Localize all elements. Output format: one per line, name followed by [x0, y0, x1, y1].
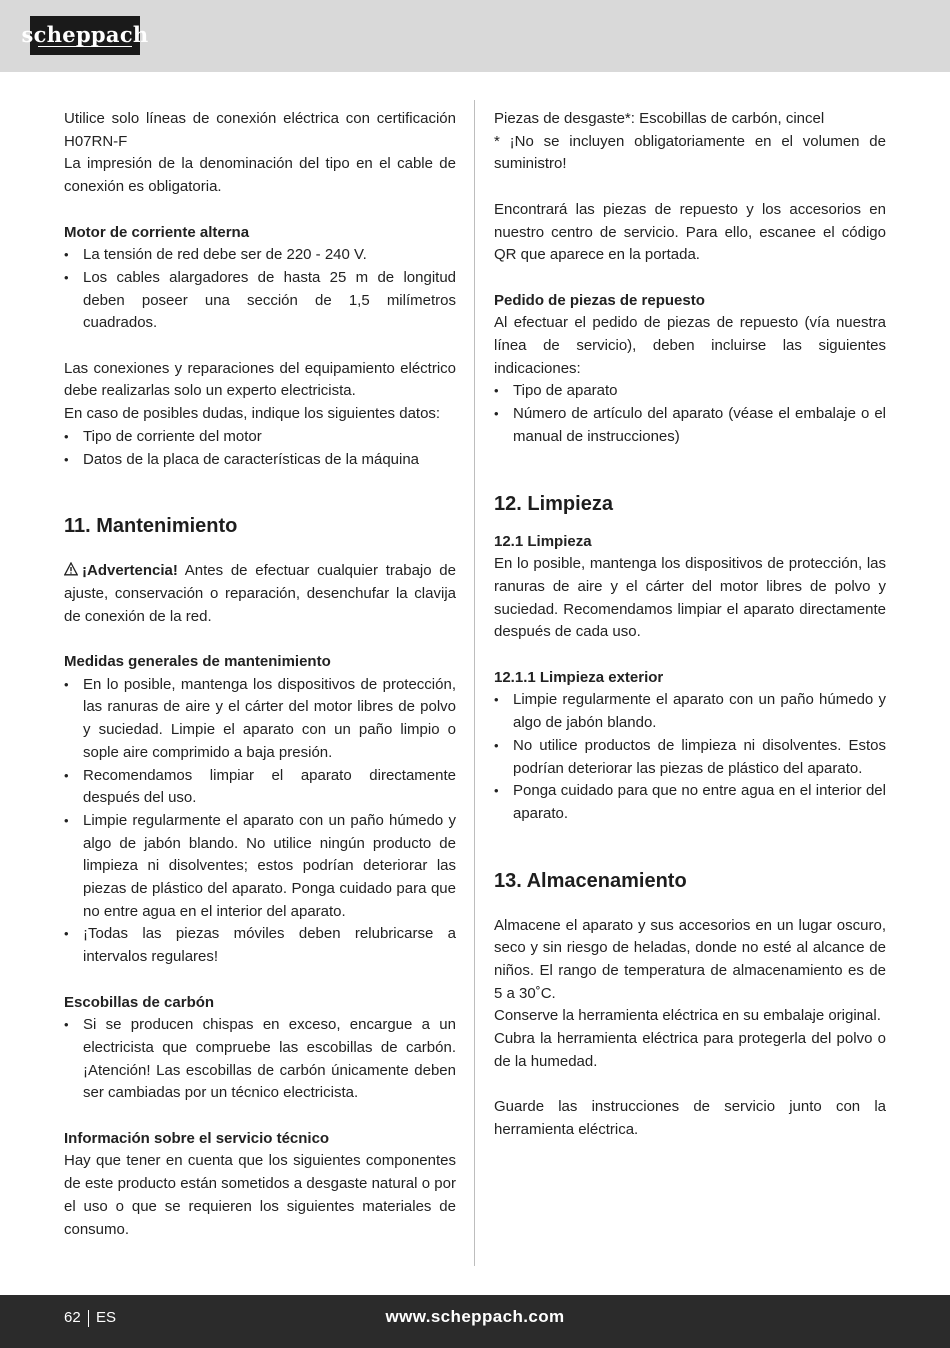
website-link[interactable]: www.scheppach.com [385, 1307, 565, 1326]
language-code: ES [96, 1309, 117, 1326]
list-item: • Tipo de corriente del motor [64, 426, 456, 449]
subsection-12-1-1-heading: 12.1.1 Limpieza exterior [494, 668, 664, 686]
page-number: 62 [64, 1309, 81, 1326]
left-column [64, 108, 456, 1241]
measures-list [64, 674, 456, 969]
data-list [64, 426, 456, 471]
order-heading: Pedido de piezas de repuesto [494, 291, 705, 309]
wear-note-text: * ¡No se incluyen obligatoriamente en el volumen de suministro! [494, 132, 886, 173]
storage-text-3: Cubra la herramienta eléctrica para protegerla del polvo o de la humedad. [494, 1030, 886, 1070]
electrician-text: Las conexiones y reparaciones del equipamiento eléctrico debe realizarlas solo un experto electricista. [64, 359, 456, 400]
list-item: • Limpie regularmente el aparato con un paño húmedo y algo de jabón blando. No utilice ningún producto de limpieza ni disolventes; estos podrían deteriorar las piezas de plástico del aparato. Ponga cuidado para que no entre agua en el interior del aparato. [64, 810, 456, 924]
connection-cable-text: Utilice solo líneas de conexión eléctrica con certificación H07RN-F [64, 110, 456, 150]
list-item: • ¡Todas las piezas móviles deben relubricarse a intervalos regulares! [64, 923, 456, 968]
list-item: • Ponga cuidado para que no entre agua en el interior del aparato. [494, 780, 886, 825]
section-11-title: 11. Mantenimiento [64, 515, 238, 538]
warning-triangle-icon [64, 561, 78, 575]
right-column [494, 108, 886, 1142]
subsection-12-1-text: En lo posible, mantenga los dispositivos de protección, las ranuras de aire y el cárter del motor libres de polvo y suciedad. Recomendamos limpiar el aparato directamente después de cada uso. [494, 555, 886, 641]
warning-paragraph [64, 560, 456, 628]
doubts-text: En caso de posibles dudas, indique los siguientes datos: [64, 405, 441, 423]
list-item: • Tipo de aparato [494, 380, 886, 403]
spares-text: Encontrará las piezas de repuesto y los accesorios en nuestro centro de servicio. Para ello, escanee el código QR que aparece en la portada. [494, 200, 886, 264]
list-item: • La tensión de red debe ser de 220 - 240 V. [64, 244, 456, 267]
list-item: • Datos de la placa de características de la máquina [64, 449, 456, 472]
list-item: • Si se producen chispas en exceso, encargue a un electricista que compruebe las escobillas de carbón. ¡Atención! Las escobillas de carbón únicamente deben ser cambiadas por un técnico electricista. [64, 1014, 456, 1105]
warning-text: Antes de efectuar cualquier trabajo de ajuste, conservación o reparación, desenchufar la clavija de conexión de la red. [64, 562, 456, 625]
list-item: • Limpie regularmente el aparato con un paño húmedo y algo de jabón blando. [494, 689, 886, 734]
service-text: Hay que tener en cuenta que los siguientes componentes de este producto están sometidos a desgaste natural o por el uso o que se requieren los siguientes materiales de consumo. [64, 1152, 456, 1238]
list-item: • En lo posible, mantenga los dispositivos de protección, las ranuras de aire y el cárter del motor libres de polvo y suciedad. Limpie el aparato con un paño limpio o sople aire comprimido a baja presión. [64, 674, 456, 765]
service-heading: Información sobre el servicio técnico [64, 1129, 330, 1147]
warning-label: ¡Advertencia! [82, 562, 178, 580]
storage-text-4: Guarde las instrucciones de servicio junto con la herramienta eléctrica. [494, 1098, 886, 1138]
subsection-12-1-heading: 12.1 Limpieza [494, 532, 592, 550]
column-divider [474, 100, 475, 1266]
order-list [494, 380, 886, 448]
measures-heading: Medidas generales de mantenimiento [64, 653, 331, 671]
section-12-title: 12. Limpieza [494, 492, 613, 515]
list-item: • No utilice productos de limpieza ni disolventes. Estos podrían deteriorar las piezas de plástico del aparato. [494, 735, 886, 780]
type-designation-text: La impresión de la denominación del tipo en el cable de conexión es obligatoria. [64, 155, 456, 196]
logo-text: scheppach [21, 21, 149, 47]
logo-underline [38, 46, 132, 47]
brand-logo [21, 16, 149, 55]
storage-text-1: Almacene el aparato y sus accesorios en un lugar oscuro, seco y sin riesgo de heladas, donde no esté al alcance de niños. El rango de temperatura de almacenamiento es de 5 a 30˚C. [494, 916, 886, 1002]
brushes-heading: Escobillas de carbón [64, 993, 215, 1011]
exterior-cleaning-list [494, 689, 886, 825]
list-item: • Los cables alargadores de hasta 25 m de longitud deben poseer una sección de 1,5 milímetros cuadrados. [64, 267, 456, 335]
list-item: • Número de artículo del aparato (véase el embalaje o el manual de instrucciones) [494, 403, 886, 448]
motor-list [64, 244, 456, 335]
order-text: Al efectuar el pedido de piezas de repuesto (vía nuestra línea de servicio), deben incluirse las siguientes indicaciones: [494, 314, 886, 377]
list-item: • Recomendamos limpiar el aparato directamente después del uso. [64, 765, 456, 810]
brushes-list [64, 1014, 456, 1105]
storage-text-2: Conserve la herramienta eléctrica en su embalaje original. [494, 1007, 881, 1025]
section-13-title: 13. Almacenamiento [494, 869, 687, 892]
motor-heading: Motor de corriente alterna [64, 223, 250, 241]
wear-parts-text: Piezas de desgaste*: Escobillas de carbón, cincel [494, 110, 825, 127]
